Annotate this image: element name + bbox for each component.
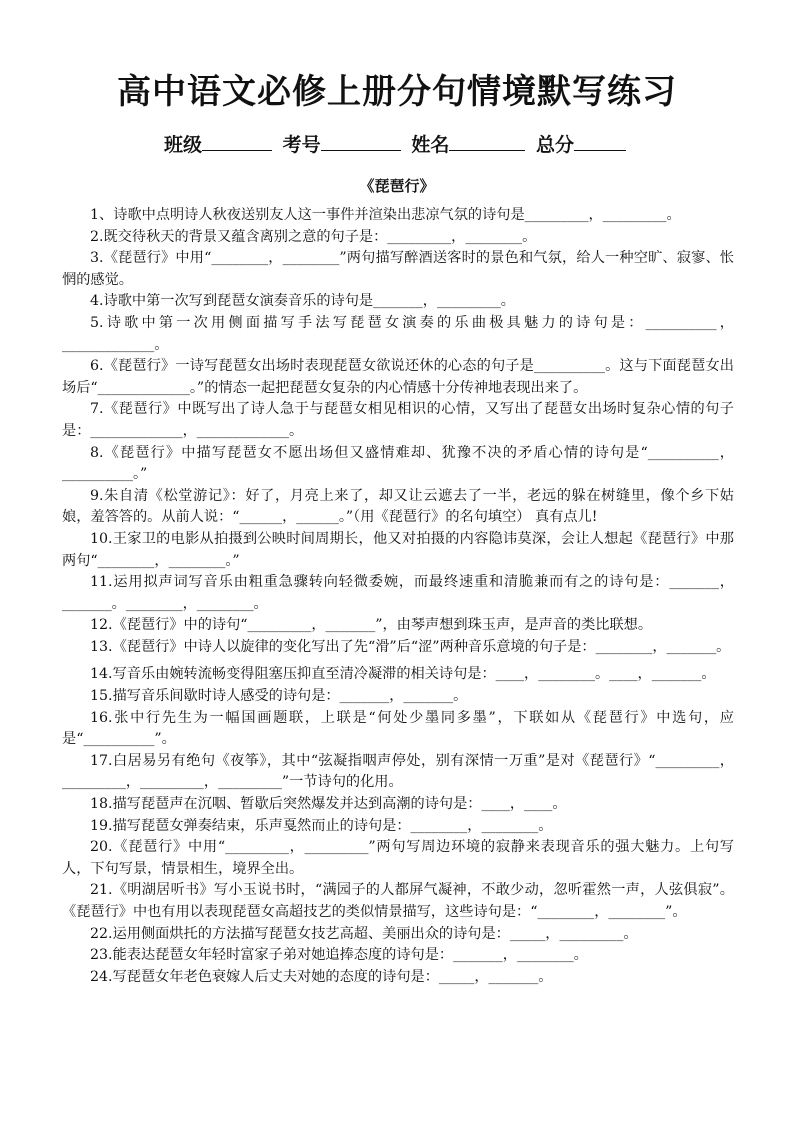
- exam-number-label: 考号: [282, 134, 321, 156]
- question-18: 18.描写琵琶声在沉咽、暂歇后突然爆发并达到高潮的诗句是：____，____。: [90, 796, 567, 813]
- question-8: 8.《琵琶行》中描写琵琶女不愿出场但又盛情难却、犹豫不决的矛盾心情的诗句是“__________，__________。”: [62, 444, 734, 483]
- name-label: 姓名: [411, 134, 450, 156]
- class-blank[interactable]: [202, 132, 272, 151]
- total-score-blank[interactable]: [574, 132, 626, 151]
- question-19: 19.描写琵琶女弹奏结束，乐声戛然而止的诗句是：________，________。: [90, 817, 553, 834]
- question-17: 17.白居易另有绝句《夜筝》，其中“弦凝指咽声停处，别有深情一万重”是对《琵琶行》“_________，_________，_________，_________”一节诗句的化用。: [62, 752, 734, 791]
- question-3: 3.《琵琶行》中用“________，________”两句描写醉酒送客时的景色和气氛，给人一种空旷、寂寥、怅惘的感觉。: [62, 250, 734, 288]
- question-9: 9.朱自清《松堂游记》：好了，月亮上来了，却又让云遮去了一半，老远的躲在树缝里，像个乡下姑娘，羞答答的。从前人说：“______，______。”（用《琵琶行》的名句填空） 真有点儿!: [62, 487, 734, 526]
- section-title: 《琵琶行》: [359, 177, 435, 195]
- question-20: 20.《琵琶行》中用“_________，_________”两句写周边环境的寂静来表现音乐的强大魅力。上句写人，下句写景，情景相生，境界全出。: [62, 839, 734, 877]
- question-5: 5.诗歌中第一次用侧面描写手法写琵琶女演奏的乐曲极具魅力的诗句是：__________，_____________。: [62, 314, 734, 353]
- total-score-label: 总分: [535, 134, 574, 156]
- question-21: 21.《明湖居听书》写小玉说书时，“满园子的人都屏气凝神，不敢少动，忽听霍然一声，人弦俱寂”。《琵琶行》中也有用以表现琵琶女高超技艺的类似情景描写，这些诗句是：“________，________”。: [62, 882, 734, 920]
- question-13: 13.《琵琶行》中诗人以旋律的变化写出了先“滑”后“涩”两种音乐意境的句子是：________，_______。: [90, 638, 731, 655]
- question-2: 2.既交待秋天的背景又蕴含离别之意的句子是：_________，________。: [90, 228, 537, 245]
- question-16: 16.张中行先生为一幅国画题联，上联是“何处少墨同多墨”，下联如从《琵琶行》中选句，应是“__________”。: [62, 709, 734, 748]
- question-4: 4.诗歌中第一次写到琵琶女演奏音乐的诗句是_______，_________。: [90, 293, 515, 310]
- page-title: 高中语文必修上册分句情境默写练习: [117, 72, 677, 112]
- exam-number-blank[interactable]: [321, 132, 401, 151]
- question-23: 23.能表达琵琶女年轻时富家子弟对她追捧态度的诗句是：_______，________。: [90, 947, 588, 964]
- question-10: 10.王家卫的电影从拍摄到公映时间周期长，他又对拍摄的内容隐讳莫深，会让人想起《琵琶行》中那两句“________，________。”: [62, 530, 734, 569]
- class-label: 班级: [164, 134, 203, 156]
- question-15: 15.描写音乐间歇时诗人感受的诗句是：_______，_______。: [90, 688, 468, 705]
- question-7: 7.《琵琶行》中既写出了诗人急于与琵琶女相见相识的心情，又写出了琵琶女出场时复杂心情的句子是：_____________，_____________。: [62, 401, 734, 439]
- question-14: 14.写音乐由婉转流畅变得阻塞压抑直至清冷凝滞的相关诗句是：____，________。____，_______。: [90, 666, 716, 683]
- question-12: 12.《琵琶行》中的诗句“_________，_______”，由琴声想到珠玉声，是声音的类比联想。: [90, 617, 653, 634]
- question-11: 11.运用拟声词写音乐由粗重急骤转向轻微委婉，而最终速重和清脆兼而有之的诗句是：_______，_______。________，________。: [62, 574, 734, 612]
- question-24: 24.写琵琶女年老色衰嫁人后丈夫对她的态度的诗句是：_____，_______。: [90, 968, 553, 985]
- student-info-line: [0, 132, 794, 158]
- question-22: 22.运用侧面烘托的方法描写琵琶女技艺高超、美丽出众的诗句是：_____，_________。: [90, 925, 638, 942]
- question-list: [62, 205, 734, 988]
- question-6: 6.《琵琶行》一诗写琵琶女出场时表现琵琶女欲说还休的心态的句子是__________。这与下面琵琶女出场后“_____________。”的情态一起把琵琶女复杂的内心情感十分传神地表现出来了。: [62, 358, 734, 396]
- question-1: 1、诗歌中点明诗人秋夜送别友人这一事件并渲染出悲凉气氛的诗句是_________，_________。: [90, 207, 681, 223]
- name-blank[interactable]: [449, 132, 525, 151]
